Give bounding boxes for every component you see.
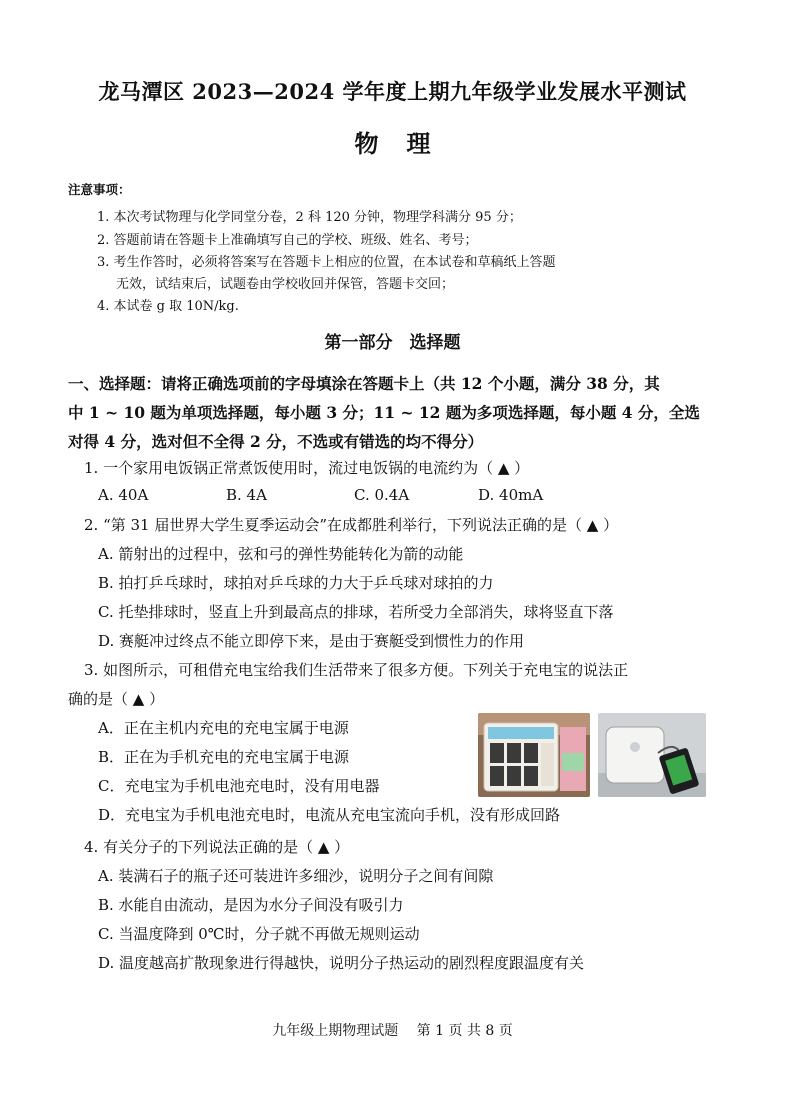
exam-title: 龙马潭区 2023—2024 学年度上期九年级学业发展水平测试 (98, 79, 687, 104)
notes-label: 注意事项： (68, 182, 131, 197)
power-bank-station-image (478, 713, 590, 797)
part-title: 第一部分 选择题 (324, 333, 461, 353)
note-item: 1. 本次考试物理与化学同堂分卷，2 科 120 分钟，物理学科满分 95 分； (97, 210, 522, 225)
option-a: A. 40A (98, 486, 149, 504)
section-instructions: 一、选择题：请将正确选项前的字母填涂在答题卡上（共 12 个小题，满分 38 分，其 (68, 374, 660, 393)
option-c: C．充电宝为手机电池充电时，没有用电器 (98, 777, 380, 795)
option-b: B. 4A (226, 486, 267, 504)
subject-title: 物理 (354, 129, 459, 158)
section-instructions: 对得 4 分，选对但不全得 2 分，不选或有错选的均不得分） (68, 432, 484, 451)
question-3-stem-cont: 确的是（ ▲ ） (68, 690, 165, 708)
question-4-stem: 4. 有关分子的下列说法正确的是（ ▲ ） (84, 838, 350, 856)
option-d: D. 40mA (478, 486, 544, 504)
option-b: B．正在为手机充电的充电宝属于电源 (98, 748, 350, 766)
note-item: 3. 考生作答时，必须将答案写在答题卡上相应的位置，在本试卷和草稿纸上答题 (97, 255, 556, 270)
section-instructions: 中 1 ~ 10 题为单项选择题，每小题 3 分；11 ~ 12 题为多项选择题，每小题 4 分，全选 (68, 403, 700, 422)
note-item: 无效，试结束后，试题卷由学校收回并保管，答题卡交回； (116, 277, 455, 292)
option-d: D. 温度越高扩散现象进行得越快，说明分子热运动的剧烈程度跟温度有关 (98, 954, 585, 972)
option-d: D．充电宝为手机电池充电时，电流从充电宝流向手机，没有形成回路 (98, 806, 561, 824)
option-a: A. 箭射出的过程中，弦和弓的弹性势能转化为箭的动能 (98, 545, 464, 563)
option-c: C. 当温度降到 0℃时，分子就不再做无规则运动 (98, 925, 420, 943)
note-item: 4. 本试卷 g 取 10N/kg. (97, 299, 239, 314)
question-3-stem: 3. 如图所示，可租借充电宝给我们生活带来了很多方便。下列关于充电宝的说法正 (84, 661, 629, 679)
note-item: 2. 答题前请在答题卡上准确填写自己的学校、班级、姓名、考号； (97, 233, 478, 248)
option-d: D. 赛艇冲过终点不能立即停下来，是由于赛艇受到惯性力的作用 (98, 632, 525, 650)
option-b: B. 水能自由流动，是因为水分子间没有吸引力 (98, 896, 404, 914)
option-a: A．正在主机内充电的充电宝属于电源 (98, 719, 349, 737)
option-c: C. 0.4A (354, 486, 410, 504)
option-c: C. 托垫排球时，竖直上升到最高点的排球，若所受力全部消失，球将竖直下落 (98, 603, 614, 621)
option-b: B. 拍打乒乓球时，球拍对乒乓球的力大于乒乓球对球拍的力 (98, 574, 494, 592)
page-footer: 九年级上期物理试题 第 1 页 共 8 页 (272, 1023, 513, 1039)
power-bank-phone-image (598, 713, 706, 797)
option-a: A. 装满石子的瓶子还可装进许多细沙，说明分子之间有间隙 (98, 867, 494, 885)
question-1-stem: 1. 一个家用电饭锅正常煮饭使用时，流过电饭锅的电流约为（ ▲ ） (84, 459, 530, 477)
question-2-stem: 2. “第 31 届世界大学生夏季运动会”在成都胜利举行，下列说法正确的是（ ▲ ） (84, 516, 619, 534)
